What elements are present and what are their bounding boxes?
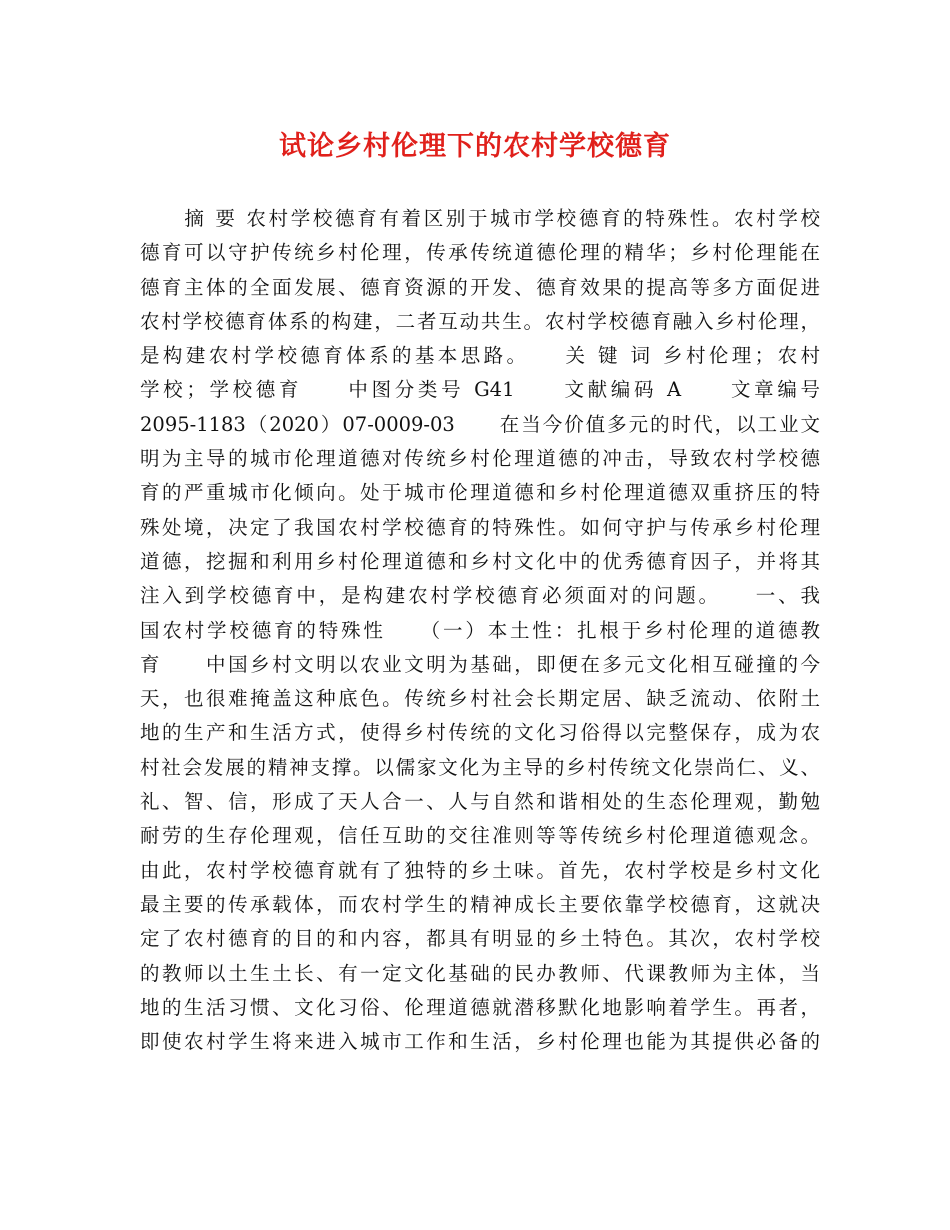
- body-line: 地的生活习惯、文化习俗、伦理道德就潜移默化地影响着学生。再者，: [140, 995, 820, 1019]
- body-line: 村社会发展的精神支撑。以儒家文化为主导的乡村传统文化崇尚仁、义、: [140, 755, 820, 779]
- body-line: 是构建农村学校德育体系的基本思路。 关 键 词 乡村伦理；农村: [140, 344, 820, 368]
- body-line: 天，也很难掩盖这种底色。传统乡村社会长期定居、缺乏流动、依附土: [140, 687, 820, 711]
- document-title: 试论乡村伦理下的农村学校德育: [279, 131, 671, 162]
- body-line: 的教师以土生土长、有一定文化基础的民办教师、代课教师为主体，当: [140, 961, 820, 985]
- body-line: 耐劳的生存伦理观，信任互助的交往准则等等传统乡村伦理道德观念。: [140, 824, 820, 848]
- body-line: 最主要的传承载体，而农村学生的精神成长主要依靠学校德育，这就决: [140, 892, 820, 916]
- body-line: 德育可以守护传统乡村伦理，传承传统道德伦理的精华；乡村伦理能在: [140, 241, 820, 265]
- document-body: [140, 202, 820, 1059]
- body-line: 明为主导的城市伦理道德对传统乡村伦理道德的冲击，导致农村学校德: [140, 447, 820, 471]
- body-line: 农村学校德育体系的构建，二者互动共生。农村学校德育融入乡村伦理，: [140, 309, 820, 333]
- body-line: 殊处境，决定了我国农村学校德育的特殊性。如何守护与传承乡村伦理: [140, 515, 820, 539]
- body-line: 国农村学校德育的特殊性 （一）本土性：扎根于乡村伦理的道德教: [140, 618, 820, 642]
- body-line: 育的严重城市化倾向。处于城市伦理道德和乡村伦理道德双重挤压的特: [140, 481, 820, 505]
- body-line: 学校；学校德育 中图分类号 G41 文献编码 A 文章编号: [140, 378, 820, 402]
- body-line: 道德，挖掘和利用乡村伦理道德和乡村文化中的优秀德育因子，并将其: [140, 549, 820, 573]
- body-line: 定了农村德育的目的和内容，都具有明显的乡土特色。其次，农村学校: [140, 927, 820, 951]
- body-line: 育 中国乡村文明以农业文明为基础，即便在多元文化相互碰撞的今: [140, 652, 820, 676]
- body-line: 德育主体的全面发展、德育资源的开发、德育效果的提高等多方面促进: [140, 275, 820, 299]
- body-line: 2095-1183（2020）07-0009-03 在当今价值多元的时代，以工业文: [140, 412, 820, 436]
- body-line: 地的生产和生活方式，使得乡村传统的文化习俗得以完整保存，成为农: [140, 721, 820, 745]
- body-line: 礼、智、信，形成了天人合一、人与自然和谐相处的生态伦理观，勤勉: [140, 790, 820, 814]
- body-line: 摘 要 农村学校德育有着区别于城市学校德育的特殊性。农村学校: [140, 207, 820, 230]
- body-line: 由此，农村学校德育就有了独特的乡土味。首先，农村学校是乡村文化: [140, 858, 820, 882]
- body-line: 注入到学校德育中，是构建农村学校德育必须面对的问题。 一、我: [140, 584, 820, 608]
- body-line: 即使农村学生将来进入城市工作和生活，乡村伦理也能为其提供必备的: [140, 1030, 820, 1054]
